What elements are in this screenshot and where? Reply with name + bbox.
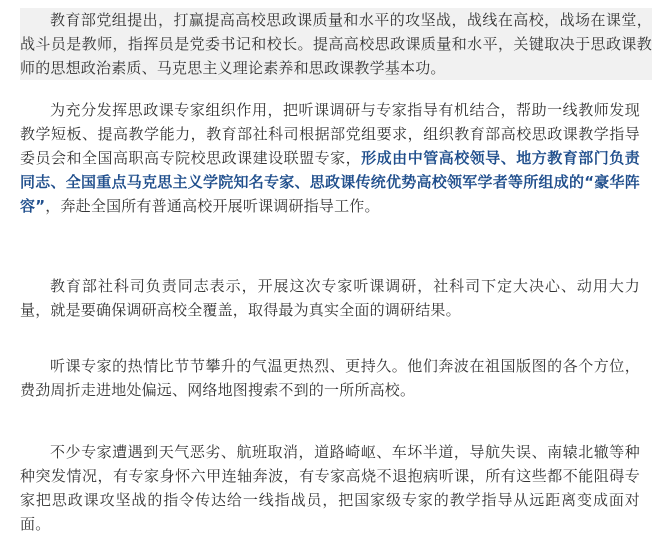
- paragraph-2-text-start: 为充分发挥思政课专家组织作用，把听课调研与专家指导有机结合，帮助一线教师发现教学短板、提高教学能力，教育部社科司根据部党组要求，组织教育部高校思政课教学指导委员会和全国高职高专院校思政课建设联盟专家，: [20, 101, 640, 167]
- paragraph-2: [20, 98, 640, 218]
- paragraph-5-text: 不少专家遭遇到天气恶劣、航班取消，道路崎岖、车坏半道，导航失误、南辕北辙等种种突发情况，有专家身怀六甲连轴奔波，有专家高烧不退抱病听课，所有这些都不能阻碍专家把思政课攻坚战的指令传达给一线指战员，把国家级专家的教学指导从远距离变成面对面。: [20, 443, 640, 533]
- paragraph-5: [20, 440, 640, 536]
- paragraph-4-text: 听课专家的热情比节节攀升的气温更热烈、更持久。他们奔波在祖国版图的各个方位，费劲周折走进地处偏远、网络地图搜索不到的一所所高校。: [20, 357, 640, 399]
- paragraph-1: [20, 8, 652, 80]
- paragraph-2-highlight: 形成由中管高校领导、地方教育部门负责同志、全国重点马克思主义学院知名专家、思政课传统优势高校领军学者等所组成的“豪华阵容”: [20, 149, 641, 215]
- paragraph-3: [20, 274, 640, 322]
- paragraph-2-text-end: ，奔赴全国所有普通高校开展听课调研指导工作。: [45, 197, 380, 215]
- paragraph-3-text: 教育部社科司负责同志表示，开展这次专家听课调研，社科司下定大决心、动用大力量，就是要确保调研高校全覆盖，取得最为真实全面的调研结果。: [20, 277, 640, 319]
- paragraph-1-text: 教育部党组提出，打赢提高高校思政课质量和水平的攻坚战，战线在高校，战场在课堂，战斗员是教师，指挥员是党委书记和校长。提高高校思政课质量和水平，关键取决于思政课教师的思想政治素质、马克思主义理论素养和思政课教学基本功。: [20, 11, 652, 77]
- paragraph-4: [20, 354, 640, 402]
